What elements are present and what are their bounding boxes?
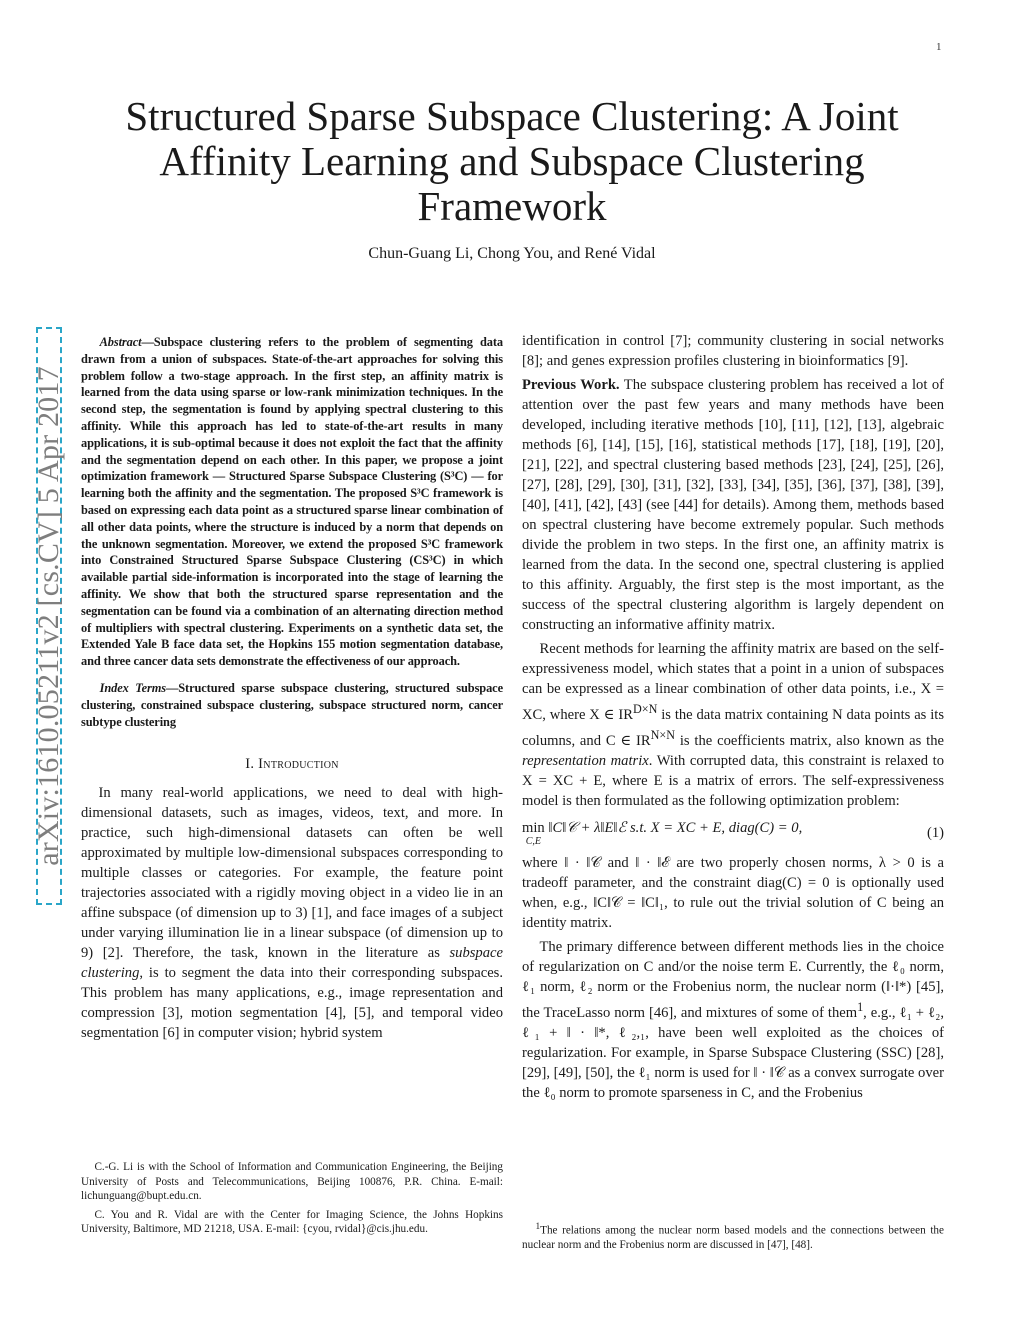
right-column xyxy=(522,331,944,1103)
footnote-1-body: The relations among the nuclear norm based models and the connections between the nuclear norm and the Frobenius norm are discussed in [47], [48]. xyxy=(522,1224,944,1252)
previous-work-paragraph xyxy=(522,375,944,635)
equation-number: (1) xyxy=(926,824,944,841)
intro-p1-text-b: , is to segment the data into their corresponding subspaces. This problem has many applications, e.g., image representation and compression [3], motion segmentation [4], [5], and temporal video segmentation [6] in computer vision; hybrid system xyxy=(81,965,503,1042)
index-terms xyxy=(81,680,503,730)
page-number: 1 xyxy=(936,41,942,53)
p5-text-b: , e.g., ℓ₁ + ℓ₂, ℓ₁ + ‖ · ‖*, ℓ₂,₁, have been well exploited as the choices of regularization. For example, in Sparse Subspace Clustering (SSC) [28], [29], [49], [50], the ℓ₁ norm is used for ‖ · ‖𝒞 as a convex surrogate over the ℓ₀ norm to promote sparseness in C, and the Frobenius xyxy=(522,1005,944,1102)
equation-expression: ‖C‖𝒞 + λ‖E‖ℰ s.t. X = XC + E, diag(C) = 0, xyxy=(548,819,803,836)
p3-sup-1: D×N xyxy=(632,702,658,716)
previous-work-label: Previous Work. xyxy=(522,377,620,393)
abstract xyxy=(81,334,503,670)
p3-text-a: Recent methods for learning the affinity matrix are based on the self-expressiveness model, which states that a point in a union of subspaces can be expressed as a linear combination of other data points, i.e., X = XC, where X ∈ IR xyxy=(522,641,944,723)
paper-title: Structured Sparse Subspace Clustering: A Joint Affinity Learning and Subspace Clustering Framework xyxy=(125,93,899,229)
intro-p1-emphasis: subspace clustering xyxy=(81,945,503,982)
abstract-text: —Subspace clustering refers to the problem of segmenting data drawn from a union of subspaces. State-of-the-art approaches for solving this problem follow a two-stage approach. In the first step, an affinity matrix is learned from the data using sparse or low-rank minimization techniques. In the second step, the segmentation is found by applying spectral clustering to this affinity. While this approach has led to state-of-the-art results in many applications, it is sub-optimal because it does not exploit the fact that the affinity and the segmentation depend on each other. In this paper, we propose a joint optimization framework — Structured Sparse Subspace Clustering (S³C) — for learning both the affinity and the segmentation. The proposed S³C framework is based on expressing each data point as a structured sparse linear combination of all other data points, where the structure is induced by a norm that depends on the unknown segmentation. Moreover, we extend the proposed S³C framework into Constrained Structured Sparse Subspace Clustering (CS³C) in which available partial side-information is incorporated into the stage of learning the affinity. We show that both the structured sparse representation and the segmentation can be found via a combination of an alternating direction method of multipliers with spectral clustering. Experiments on a synthetic data set, the Extended Yale B face data set, the Hopkins 155 motion segmentation database, and three cancer data sets demonstrate the effectiveness of our approach. xyxy=(81,335,503,669)
equation-min-subscript: C,E xyxy=(525,836,541,848)
p3-text-d: . With corrupted data, this constraint is relaxed to X = XC + E, where E is a matrix of errors. The self-expressiveness model is then formulated as the following optimization problem: xyxy=(522,752,944,809)
index-terms-label: Index Terms xyxy=(99,680,166,695)
equation-min xyxy=(522,821,545,848)
footnote-1 xyxy=(522,1220,944,1257)
p3-text-c: is the coefficients matrix, also known as the xyxy=(675,732,944,749)
norms-paragraph: where ‖ · ‖𝒞 and ‖ · ‖ℰ are two properly chosen norms, λ > 0 is a tradeoff parameter, and the constraint diag(C) = 0 is optionally used when, e.g., ‖C‖𝒞 = ‖C‖₁, to rule out the trivial solution of C being an identity matrix. xyxy=(522,855,944,932)
intro-p1-text-a: In many real-world applications, we need to deal with high-dimensional datasets, such as images, videos, text, and more. In practice, such high-dimensional datasets can often be well approximated by multiple low-dimensional subspaces corresponding to multiple classes or categories. For example, the feature point trajectories associated with a rigidly moving object in a video lie in an affine subspace (of dimension up to 3) [1], and face images of a subject under varying illumination lie in a linear subspace (of dimension up to 9) [2]. Therefore, the task, known in the literature as xyxy=(81,785,503,962)
affiliation-footnotes xyxy=(81,1160,503,1241)
footnote-1-mark: 1 xyxy=(535,1222,541,1232)
self-expressiveness-paragraph xyxy=(522,639,944,811)
p3-emphasis: representation matrix xyxy=(522,752,649,769)
footnote-1-text xyxy=(522,1220,944,1253)
p3-text-b: is the data matrix containing N data points as its columns, and C ∈ IR xyxy=(522,706,944,749)
regularization-paragraph xyxy=(522,937,944,1103)
authors: Chun-Guang Li, Chong You, and René Vidal xyxy=(368,245,656,262)
footnote-affiliation-2: C. You and R. Vidal are with the Center for Imaging Science, the Johns Hopkins University, Baltimore, MD 21218, USA. E-mail: {cyou, rvidal}@cis.jhu.edu. xyxy=(81,1208,503,1236)
previous-work-text: The subspace clustering problem has received a lot of attention over the past few years and many methods have been developed, including iterative methods [10], [11], [12], [13], algebraic methods [6], [14], [15], [16], statistical methods [17], [18], [19], [20], [21], [22], and spectral clustering based methods [23], [24], [25], [26], [27], [28], [29], [30], [31], [32], [33], [34], [35], [36], [37], [38], [39], [40], [41], [42], [43] (see [44] for details). Among them, methods based on spectral clustering have become extremely popular. Such methods divide the problem in two steps. In the first one, an affinity matrix is learned from the data. In the second one, spectral clustering is applied to this affinity. Arguably, the first step is the most important, as the success of the spectral clustering algorithm is largely dependent on constructing an informative affinity matrix. xyxy=(522,377,944,633)
abstract-label: Abstract xyxy=(99,335,142,349)
intro-paragraph-1 xyxy=(81,783,503,1043)
p5-footnote-mark: 1 xyxy=(857,1000,864,1015)
equation-body xyxy=(522,819,802,848)
arxiv-id: arXiv:1610.05211v2 [cs.CV] 5 Apr 2017 xyxy=(32,366,65,866)
left-column xyxy=(81,334,503,1043)
p3-sup-2: N×N xyxy=(650,727,676,742)
equation-1 xyxy=(522,819,944,848)
index-terms-text: —Structured sparse subspace clustering, structured subspace clustering, constrained subspace clustering, subspace structured norm, cancer subtype clustering xyxy=(81,680,503,729)
arxiv-stamp xyxy=(32,327,65,905)
equation-min-operator: min xyxy=(522,819,545,836)
p5-text-a: The primary difference between different methods lies in the choice of regularization on C and/or the noise term E. Currently, the ℓ₀ norm, ℓ₁ norm, ℓ₂ norm or the Frobenius norm, the nuclear norm (‖·‖*) [45], the TraceLasso norm [46], and mixtures of some of them xyxy=(522,939,944,1022)
footnote-affiliation-1: C.-G. Li is with the School of Information and Communication Engineering, the Beijing University of Posts and Telecommunications, Beijing 100876, P.R. China. E-mail: lichunguang@bupt.edu.cn. xyxy=(81,1161,503,1203)
section-heading-introduction: I. Introduction xyxy=(245,756,339,773)
intro-paragraph-1-continued: identification in control [7]; community clustering in social networks [8]; and genes expression profiles clustering in bioinformatics [9]. xyxy=(522,333,944,369)
